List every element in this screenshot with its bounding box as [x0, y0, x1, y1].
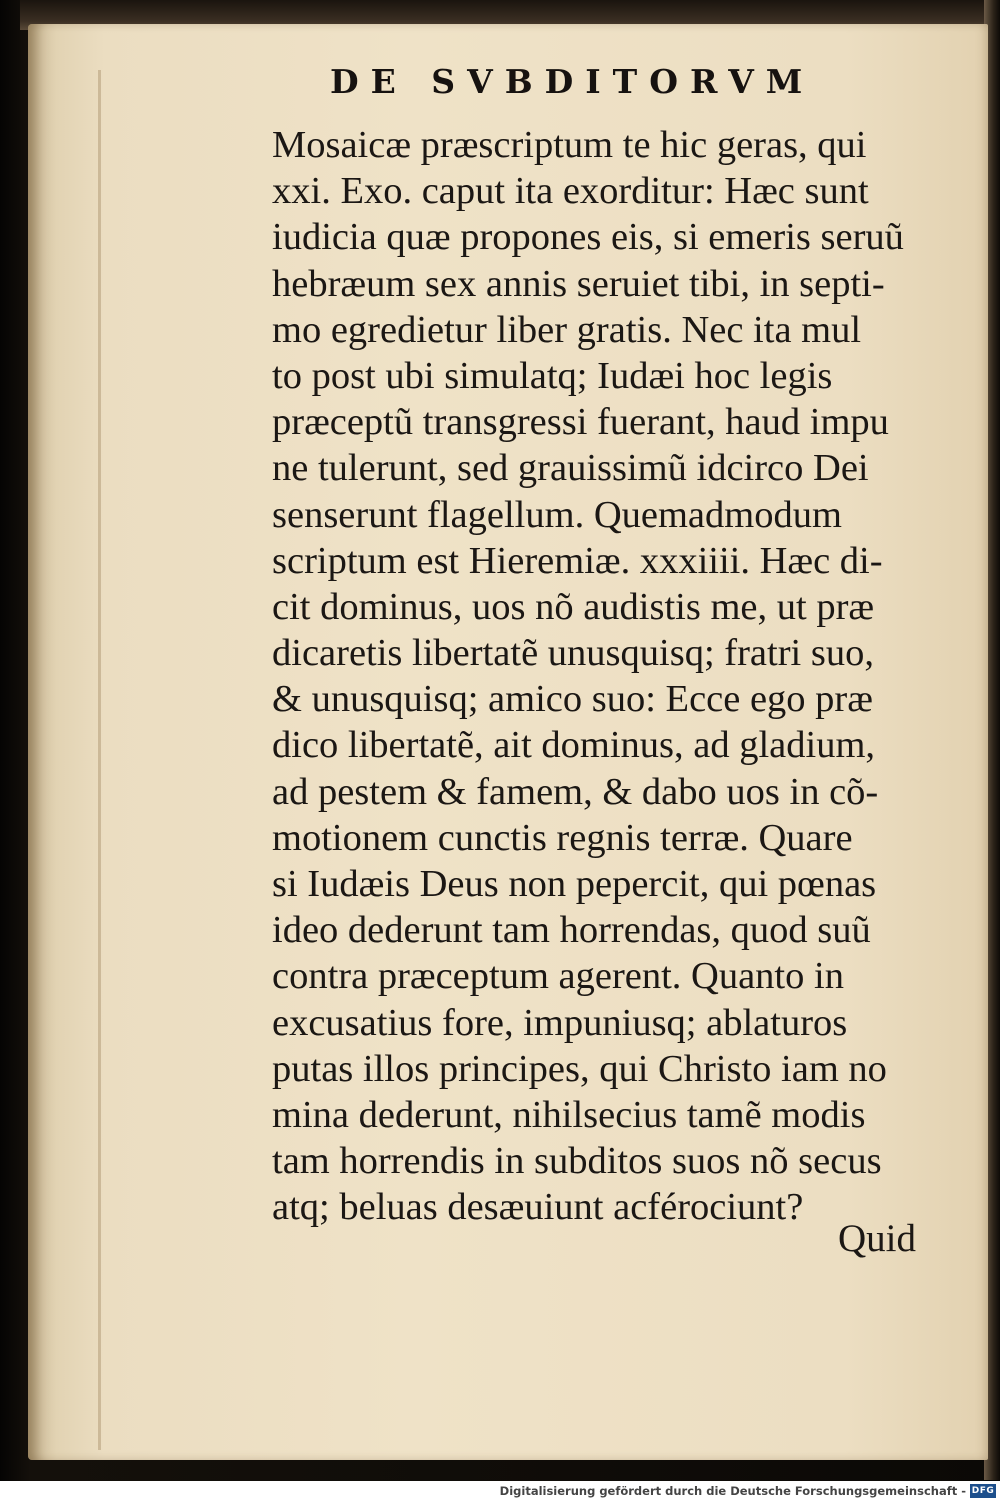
page-gutter: [98, 70, 101, 1450]
text-line: to post ubi simulatq; Iudæi hoc legis: [272, 354, 833, 397]
text-line: si Iudæis Deus non pepercit, qui pœnas: [272, 863, 877, 905]
text-line: excusatius fore, impuniusq; ablaturos: [272, 1001, 848, 1044]
dfg-logo-icon: DFG: [971, 1486, 995, 1496]
text-line: motionem cunctis regnis terræ. Quare: [272, 816, 853, 859]
text-line: cit dominus, uos nõ audistis me, ut præ: [272, 585, 875, 628]
text-line: tam horrendis in subditos suos nõ secus: [272, 1140, 882, 1183]
catchword: Quid: [838, 1217, 916, 1260]
text-line: & unusquisq; amico suo: Ecce ego præ: [272, 678, 873, 721]
text-line: xxi. Exo. caput ita exorditur: Hæc sunt: [272, 170, 869, 213]
running-head: DE SVBDITORVM: [330, 62, 815, 101]
text-line: scriptum est Hieremiæ. xxxiiii. Hæc di-: [272, 539, 883, 582]
text-line: præceptũ transgressi fuerant, haud impu: [272, 401, 889, 444]
text-line: atq; beluas desæuiunt acférociunt?: [272, 1186, 804, 1229]
text-line: senserunt flagellum. Quemadmodum: [272, 493, 842, 536]
body-text: [272, 122, 952, 1231]
footer-credit: Digitalisierung gefördert durch die Deutsche Forschungsgemeinschaft -: [499, 1484, 966, 1498]
text-line: Mosaicæ præscriptum te hic geras, qui: [272, 124, 867, 166]
text-line: contra præceptum agerent. Quanto in: [272, 955, 844, 998]
text-line: ad pestem & famem, & dabo uos in cõ-: [272, 770, 879, 813]
text-line: dicaretis libertatẽ unusquisq; fratri suo,: [272, 632, 874, 675]
text-line: dico libertatẽ, ait dominus, ad gladium,: [272, 724, 876, 767]
text-line: iudicia quæ propones eis, si emeris seruũ: [272, 216, 904, 259]
text-line: ne tulerunt, sed grauissimũ idcirco Dei: [272, 447, 869, 490]
text-line: putas illos principes, qui Christo iam no: [272, 1047, 887, 1090]
text-line: ideo dederunt tam horrendas, quod suũ: [272, 909, 871, 952]
footer-bar: [0, 1481, 1000, 1501]
text-line: mo egredietur liber gratis. Nec ita mul: [272, 308, 862, 351]
text-line: mina dederunt, nihilsecius tamẽ modis: [272, 1093, 866, 1136]
text-line: hebræum sex annis seruiet tibi, in septi-: [272, 262, 885, 305]
